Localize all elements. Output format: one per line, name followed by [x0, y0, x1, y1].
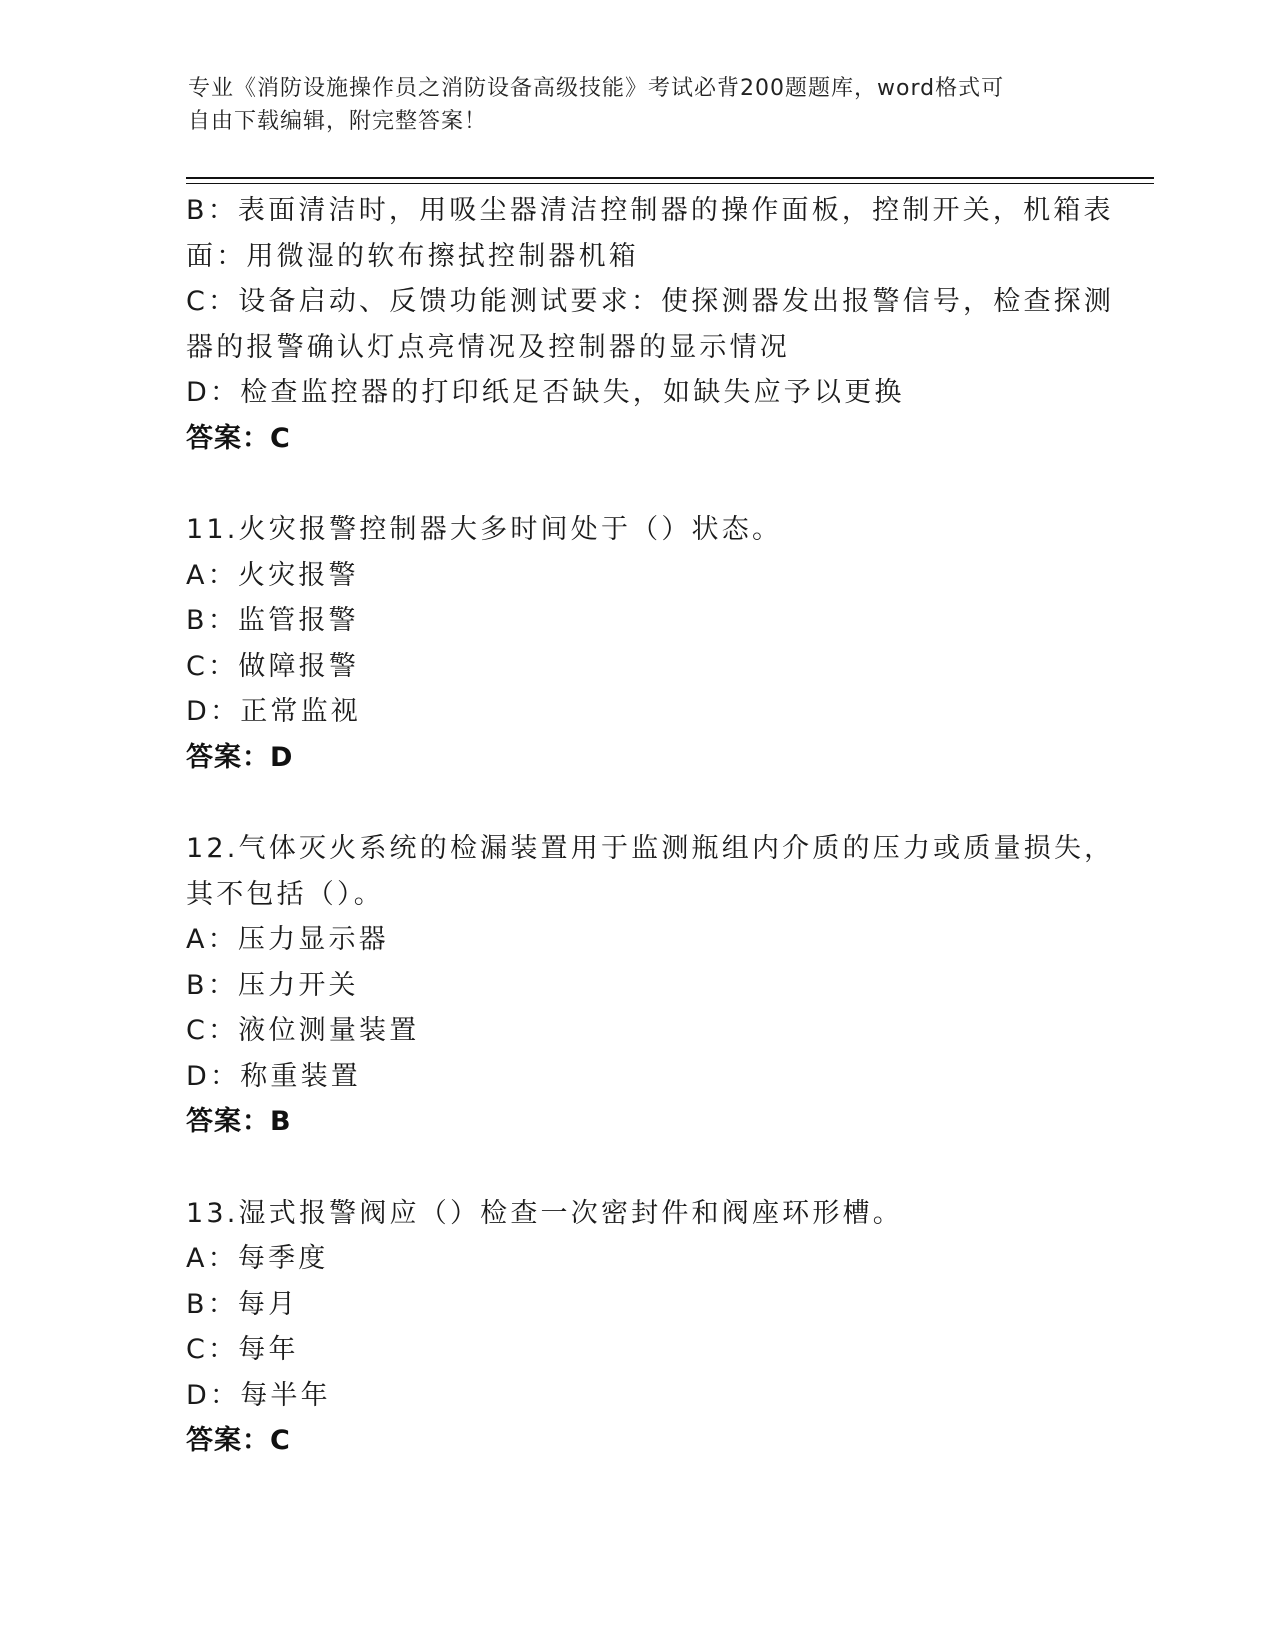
spacer: [186, 780, 1086, 826]
q10-option-b-line2: 面：用微湿的软布擦拭控制器机箱: [186, 240, 639, 272]
q12-answer: 答案：B: [186, 1106, 292, 1137]
question-content: [186, 188, 1115, 1464]
header-rule-thin: [186, 183, 1154, 184]
q10-option-d: D：检查监控器的打印纸足否缺失，如缺失应予以更换: [186, 377, 905, 408]
q10-answer: 答案：C: [186, 422, 291, 454]
spacer: [186, 461, 1086, 507]
q12-option-b: B：压力开关: [186, 969, 359, 1001]
q11-answer: 答案：D: [186, 741, 294, 773]
question-12-block: [186, 826, 1115, 1145]
question-10-block: [186, 188, 1115, 461]
q11-option-b: B：监管报警: [186, 605, 359, 636]
spacer: [186, 1145, 1086, 1191]
q11-option-c: C：做障报警: [186, 650, 360, 682]
q10-option-b-line1: B：表面清洁时，用吸尘器清洁控制器的操作面板，控制开关，机箱表: [186, 195, 1114, 226]
header-title-line1: 专业《消防设施操作员之消防设备高级技能》考试必背200题题库，word格式可: [188, 76, 1005, 101]
q12-option-c: C：液位测量装置: [186, 1015, 420, 1046]
question-11-block: [186, 507, 1086, 780]
question-13-block: [186, 1191, 1086, 1464]
q13-answer: 答案：C: [186, 1425, 291, 1456]
q12-question-line1: 12.气体灭火系统的检漏装置用于监测瓶组内介质的压力或质量损失，: [186, 833, 1115, 864]
document-header: [188, 72, 1088, 138]
q13-option-d: D：每半年: [186, 1379, 331, 1411]
q13-option-b: B：每月: [186, 1288, 299, 1320]
q13-question: 13.湿式报警阀应（）检查一次密封件和阀座环形槽。: [186, 1197, 903, 1229]
header-title-line2: 自由下载编辑，附完整答案！: [188, 109, 488, 134]
q11-option-d: D：正常监视: [186, 696, 361, 727]
q12-option-a: A：压力显示器: [186, 924, 389, 955]
q10-option-c-line1: C：设备启动、反馈功能测试要求：使探测器发出报警信号，检查探测: [186, 286, 1115, 317]
q12-option-d: D：称重装置: [186, 1060, 361, 1092]
q11-question: 11.火灾报警控制器大多时间处于（）状态。: [186, 514, 783, 545]
q13-option-a: A：每季度: [186, 1243, 329, 1274]
q10-option-c-line2: 器的报警确认灯点亮情况及控制器的显示情况: [186, 331, 790, 363]
q13-option-c: C：每年: [186, 1334, 299, 1365]
q11-option-a: A：火灾报警: [186, 559, 359, 591]
header-rule-thick: [186, 177, 1154, 179]
q12-question-line2: 其不包括（）。: [186, 878, 384, 910]
